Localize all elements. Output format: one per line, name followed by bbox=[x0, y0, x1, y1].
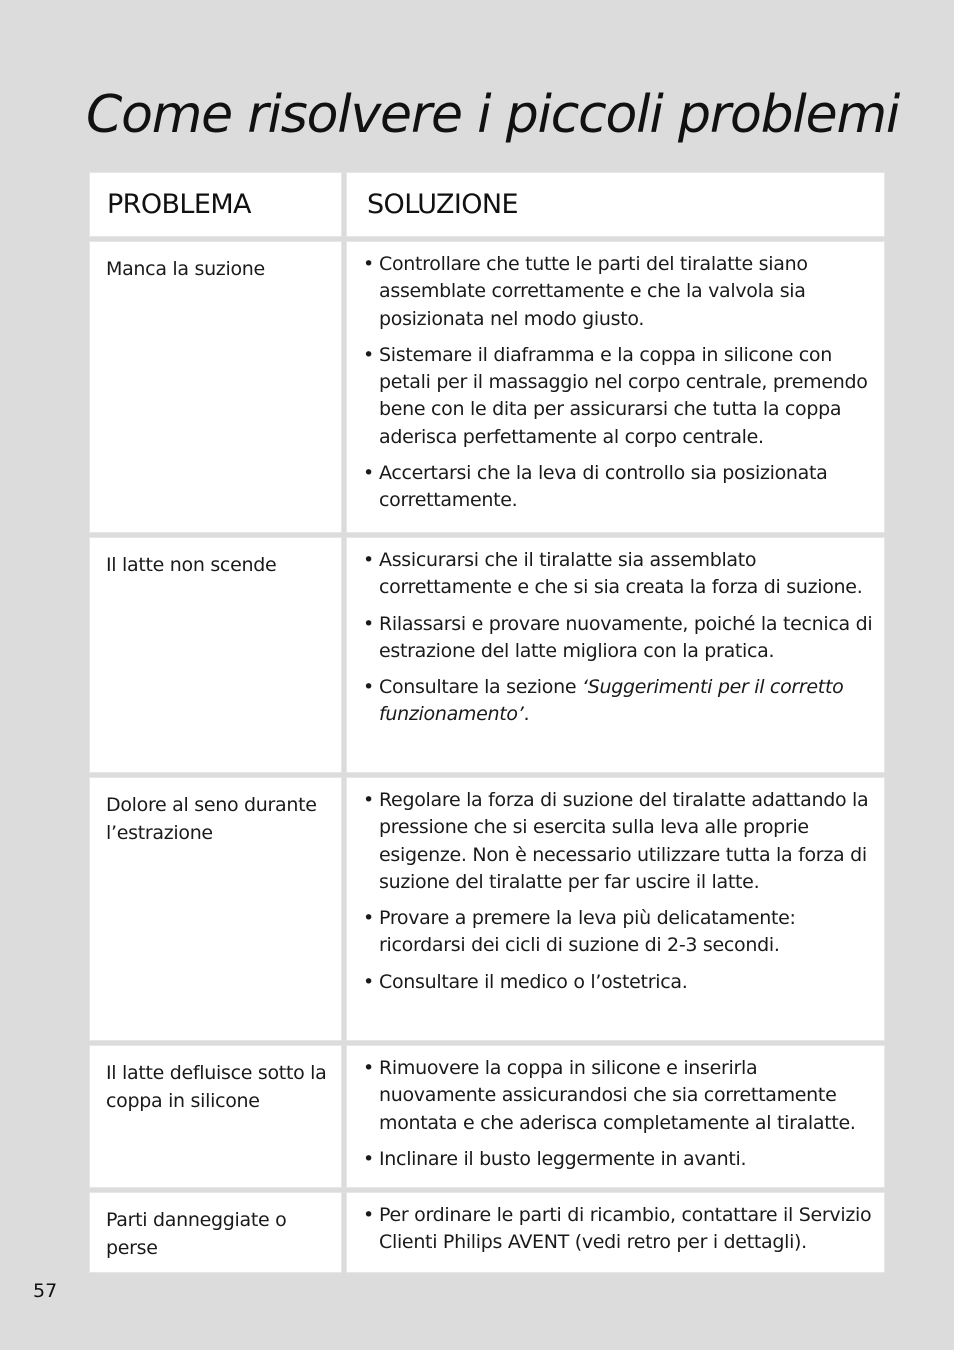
header-solution: SOLUZIONE bbox=[346, 172, 885, 237]
problem-cell: Manca la suzione bbox=[89, 241, 342, 533]
solution-list bbox=[363, 251, 878, 515]
solution-suffix: . bbox=[523, 703, 530, 726]
solution-list bbox=[363, 1202, 878, 1257]
solution-list bbox=[363, 787, 878, 996]
solution-item: • Consultare il medico o l’ostetrica. bbox=[363, 969, 878, 996]
solution-item: • Inclinare il busto leggermente in avanti. bbox=[363, 1146, 878, 1173]
solution-item: • Provare a premere la leva più delicatamente: ricordarsi dei cicli di suzione di 2-3 secondi. bbox=[363, 905, 878, 960]
header-problem: PROBLEMA bbox=[89, 172, 342, 237]
solution-item: • Rimuovere la coppa in silicone e inserirla nuovamente assicurandosi che sia correttamente montata e che aderisca completamente al tiralatte. bbox=[363, 1055, 878, 1137]
solution-text: Consultare la sezione bbox=[379, 676, 582, 699]
solution-item: • Rilassarsi e provare nuovamente, poiché la tecnica di estrazione del latte migliora con la pratica. bbox=[363, 611, 878, 666]
solution-cell bbox=[346, 1192, 885, 1273]
solution-cell bbox=[346, 1045, 885, 1188]
page-number: 57 bbox=[33, 1280, 58, 1302]
solution-cell bbox=[346, 537, 885, 773]
section-reference: ‘Suggerimenti per il corretto funzionamento’ bbox=[379, 676, 844, 726]
problem-cell: Il latte non scende bbox=[89, 537, 342, 773]
solution-list bbox=[363, 547, 878, 729]
solution-item: • Sistemare il diaframma e la coppa in silicone con petali per il massaggio nel corpo centrale, premendo bene con le dita per assicurarsi che tutta la coppa aderisca perfettamente al corpo centrale. bbox=[363, 342, 878, 451]
solution-item: • Controllare che tutte le parti del tiralatte siano assemblate correttamente e che la valvola sia posizionata nel modo giusto. bbox=[363, 251, 878, 333]
problem-cell: Il latte defluisce sotto la coppa in silicone bbox=[89, 1045, 342, 1188]
page-title: Come risolvere i piccoli problemi bbox=[86, 85, 900, 145]
solution-item: • Assicurarsi che il tiralatte sia assemblato correttamente e che si sia creata la forza di suzione. bbox=[363, 547, 878, 602]
solution-item bbox=[363, 674, 878, 729]
solution-item: • Per ordinare le parti di ricambio, contattare il Servizio Clienti Philips AVENT (vedi retro per i dettagli). bbox=[363, 1202, 878, 1257]
solution-cell bbox=[346, 777, 885, 1041]
problem-cell: Dolore al seno durante l’estrazione bbox=[89, 777, 342, 1041]
problem-cell: Parti danneggiate o perse bbox=[89, 1192, 342, 1273]
solution-item: • Regolare la forza di suzione del tiralatte adattando la pressione che si esercita sulla leva alle proprie esigenze. Non è necessario utilizzare tutta la forza di suzione del tiralatte per far uscire il latte. bbox=[363, 787, 878, 896]
solution-cell bbox=[346, 241, 885, 533]
troubleshooting-table bbox=[89, 172, 885, 1273]
solution-item: • Accertarsi che la leva di controllo sia posizionata correttamente. bbox=[363, 460, 878, 515]
solution-list bbox=[363, 1055, 878, 1173]
